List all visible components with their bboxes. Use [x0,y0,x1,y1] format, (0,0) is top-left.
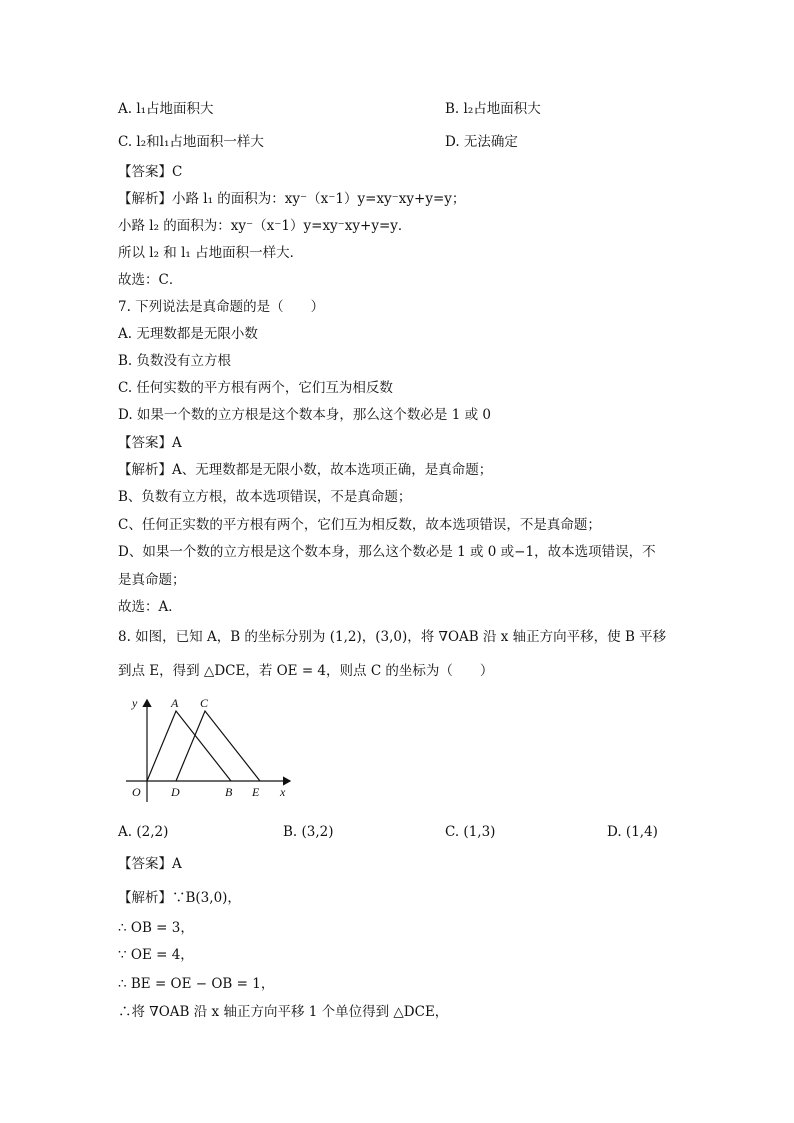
label-d: D [171,785,180,799]
q8-explanation-line: 【解析】∵B(3,0)， [118,890,241,906]
label-b: B [225,785,233,799]
q7-option-d: D. 如果一个数的立方根是这个数本身，那么这个数必是 1 或 0 [118,407,491,423]
q6-option-d: D. 无法确定 [445,134,518,150]
q7-option-b: B. 负数没有立方根 [118,353,232,369]
q8-option-c: C. (1,3) [445,824,496,840]
q8-explanation-line: ∴ OB = 3， [118,920,194,936]
q6-option-b: B. l₂占地面积大 [445,101,541,117]
q8-option-d: D. (1,4) [607,824,658,840]
label-e: E [252,785,260,799]
q8-explanation-line: ∴将 ∇OAB 沿 x 轴正方向平移 1 个单位得到 △DCE， [118,1004,449,1020]
triangle-dce [176,711,260,781]
q8-coordinate-figure [120,694,300,806]
q8-stem-line: 8. 如图，已知 A，B 的坐标分别为 (1,2)，(3,0)，将 ∇OAB 沿 x 轴正方向平移，使 B 平移 [118,629,667,645]
q7-explanation-line: D、如果一个数的立方根是这个数本身，那么这个数必是 1 或 0 或−1，故本选项错误，不 [118,544,656,560]
q7-explanation-line: 是真命题； [118,572,186,588]
label-a: A [171,696,179,710]
q7-explanation-line: 【解析】A、无理数都是无限小数，故本选项正确，是真命题； [118,462,493,478]
q7-answer: 【答案】A [118,435,182,451]
q8-option-b: B. (3,2) [283,824,334,840]
q8-explanation-line: ∵ OE = 4， [118,947,194,963]
q6-answer: 【答案】C [118,164,183,180]
label-x: x [280,785,286,799]
q6-option-a: A. l₁占地面积大 [118,101,214,117]
q6-explanation-line: 小路 l₂ 的面积为：xy⁻（x⁻1）y=xy⁻xy+y=y． [118,218,412,234]
q7-stem: 7. 下列说法是真命题的是（ ） [118,299,325,315]
label-y: y [132,696,138,710]
q6-option-c: C. l₂和l₁占地面积一样大 [118,134,264,150]
q8-explanation-line: ∴ BE = OE − OB = 1， [118,976,275,992]
label-c: C [200,696,209,710]
q7-option-a: A. 无理数都是无限小数 [118,326,258,342]
label-o: O [132,785,141,799]
q6-explanation-line: 【解析】小路 l₁ 的面积为：xy⁻（x⁻1）y=xy⁻xy+y=y； [118,191,466,207]
q6-explanation-line: 故选：C． [118,272,183,288]
q7-explanation-line: 故选：A． [118,599,182,615]
q7-option-c: C. 任何实数的平方根有两个，它们互为相反数 [118,380,393,396]
q6-explanation-line: 所以 l₂ 和 l₁ 占地面积一样大． [118,245,304,261]
q8-answer: 【答案】A [118,856,182,872]
triangle-oab [147,711,231,781]
q8-option-a: A. (2,2) [118,824,169,840]
q7-explanation-line: B、负数有立方根，故本选项错误，不是真命题； [118,489,412,505]
q7-explanation-line: C、任何正实数的平方根有两个，它们互为相反数，故本选项错误，不是真命题； [118,517,601,533]
q8-stem-line: 到点 E，得到 △DCE，若 OE = 4，则点 C 的坐标为（ ） [118,663,494,679]
